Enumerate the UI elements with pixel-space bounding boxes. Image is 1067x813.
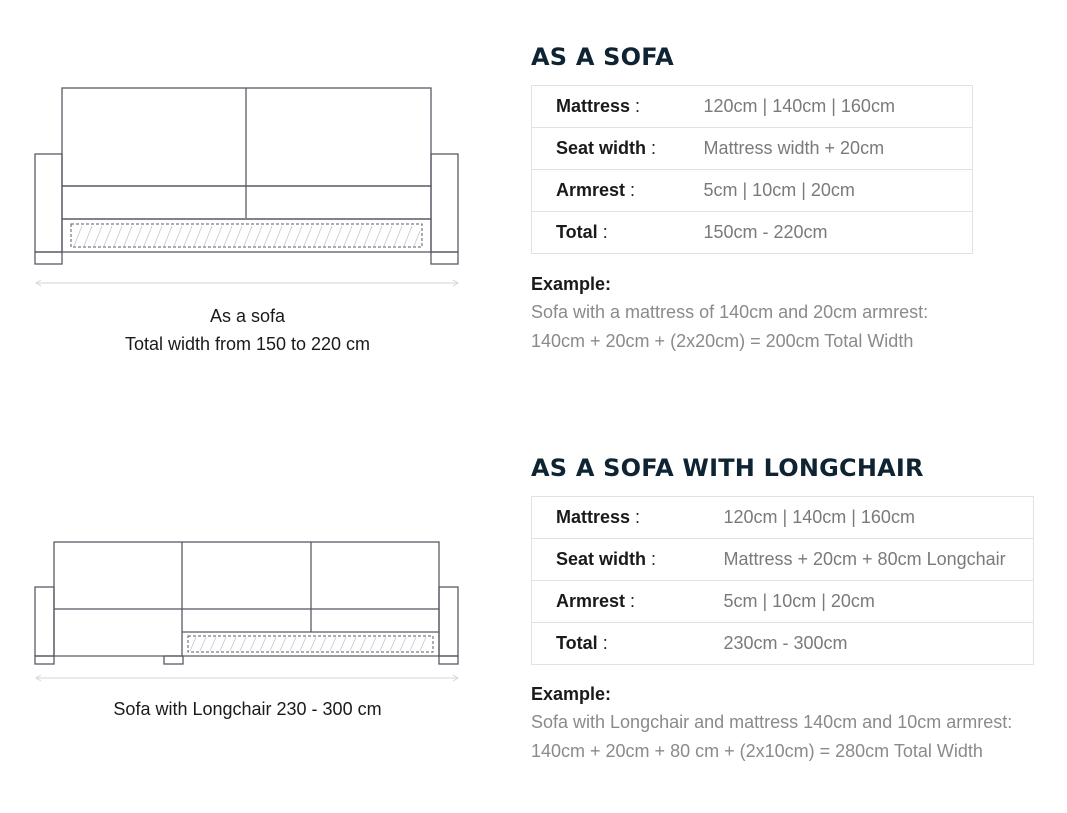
- sofa-diagram: [30, 82, 465, 297]
- table-row: Armrest : 5cm | 10cm | 20cm: [532, 581, 1034, 623]
- longchair-example-label: Example:: [531, 684, 612, 704]
- table-row: Mattress : 120cm | 140cm | 160cm: [532, 497, 1034, 539]
- spec-value: Mattress width + 20cm: [704, 128, 973, 170]
- sofa-caption-line2: Total width from 150 to 220 cm: [124, 334, 371, 354]
- spec-label: Mattress: [556, 507, 631, 527]
- spec-value: Mattress + 20cm + 80cm Longchair: [724, 539, 1034, 581]
- spec-value: 120cm | 140cm | 160cm: [724, 497, 1034, 539]
- spec-label: Seat width: [556, 549, 647, 569]
- table-row: Total : 150cm - 220cm: [532, 212, 973, 254]
- sofa-example-line1: Sofa with a mattress of 140cm and 20cm armrest:: [531, 302, 929, 322]
- spec-value: 5cm | 10cm | 20cm: [724, 581, 1034, 623]
- longchair-caption: Sofa with Longchair 230 - 300 cm: [113, 699, 382, 719]
- spec-value: 150cm - 220cm: [704, 212, 973, 254]
- sofa-caption-line1: As a sofa: [209, 306, 286, 326]
- sofa-example-label: Example:: [531, 274, 612, 294]
- table-row: Seat width : Mattress + 20cm + 80cm Longchair: [532, 539, 1034, 581]
- sofa-spec-table: [531, 85, 973, 254]
- section-title-sofa: AS A SOFA: [531, 43, 674, 71]
- spec-label: Mattress: [556, 96, 631, 116]
- sofa-example-line2: 140cm + 20cm + (2x20cm) = 200cm Total Width: [531, 331, 914, 351]
- table-row: Armrest : 5cm | 10cm | 20cm: [532, 170, 973, 212]
- section-title-longchair: AS A SOFA WITH LONGCHAIR: [531, 454, 924, 482]
- spec-label: Armrest: [556, 591, 626, 611]
- spec-label: Total: [556, 222, 598, 242]
- table-row: Mattress : 120cm | 140cm | 160cm: [532, 86, 973, 128]
- table-row: Seat width : Mattress width + 20cm: [532, 128, 973, 170]
- spec-value: 120cm | 140cm | 160cm: [704, 86, 973, 128]
- spec-label: Seat width: [556, 138, 647, 158]
- longchair-example-line1: Sofa with Longchair and mattress 140cm and 10cm armrest:: [531, 712, 1013, 732]
- sofa-caption: [30, 302, 465, 358]
- spec-value: 230cm - 300cm: [724, 623, 1034, 665]
- table-row: Total : 230cm - 300cm: [532, 623, 1034, 665]
- spec-label: Armrest: [556, 180, 626, 200]
- spec-value: 5cm | 10cm | 20cm: [704, 170, 973, 212]
- longchair-spec-table: [531, 496, 1034, 665]
- longchair-diagram: [30, 535, 465, 685]
- longchair-example-line2: 140cm + 20cm + 80 cm + (2x10cm) = 280cm Total Width: [531, 741, 983, 761]
- spec-label: Total: [556, 633, 598, 653]
